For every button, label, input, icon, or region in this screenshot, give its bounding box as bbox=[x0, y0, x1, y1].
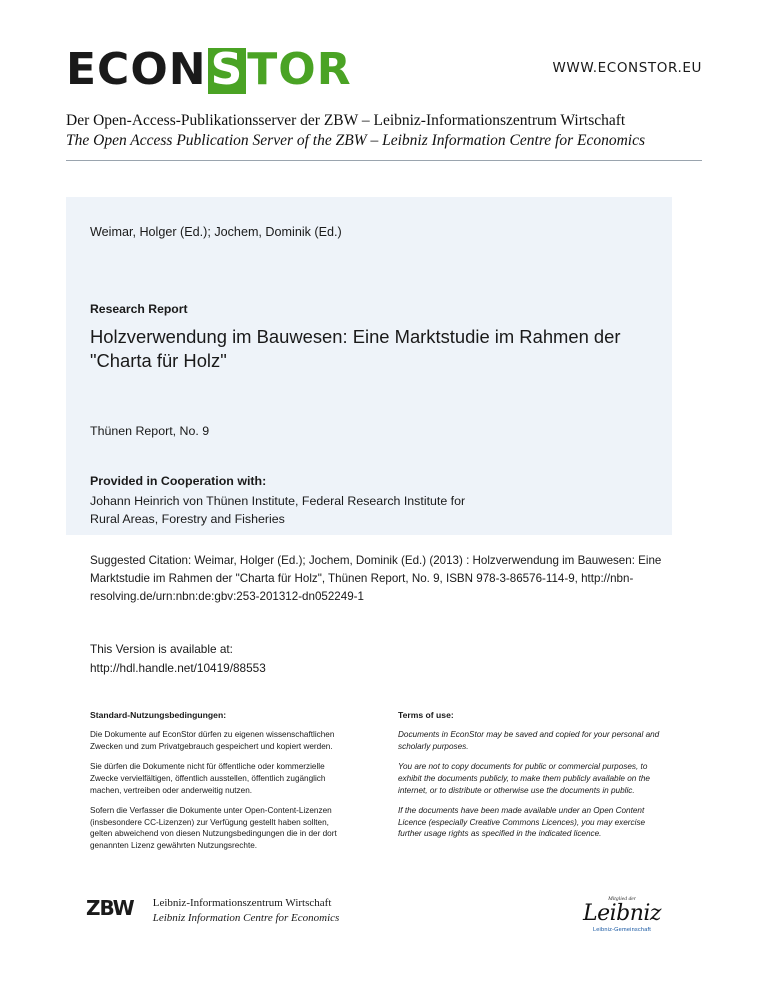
zbw-logo-block bbox=[86, 896, 339, 925]
terms-column-english bbox=[398, 710, 660, 861]
terms-paragraph-de-2: Sie dürfen die Dokumente nicht für öffentliche oder kommerzielle Zwecke vervielfältigen, öffentlich ausstellen, öffentlich zugänglich machen, vertreiben oder anderweitig nutzen. bbox=[90, 762, 326, 795]
version-block bbox=[90, 640, 650, 678]
logo-row bbox=[66, 44, 702, 95]
terms-of-use-section bbox=[90, 710, 660, 861]
econstor-logo bbox=[66, 44, 352, 95]
tagline-english: The Open Access Publication Server of the ZBW – Leibniz Information Centre for Economics bbox=[66, 132, 646, 149]
publication-title: Holzverwendung im Bauwesen: Eine Marktstudie im Rahmen der "Charta für Holz" bbox=[90, 325, 621, 371]
provided-institution bbox=[90, 493, 642, 529]
header-divider bbox=[66, 160, 702, 161]
zbw-name bbox=[153, 896, 340, 925]
provided-institution-line-1: Johann Heinrich von Thünen Institute, Federal Research Institute for bbox=[90, 494, 466, 509]
logo-stor-text: TOR bbox=[247, 44, 352, 95]
terms-paragraph-de-1: Die Dokumente auf EconStor dürfen zu eigenen wissenschaftlichen Zwecken und zum Privatgebrauch gespeichert und kopiert werden. bbox=[90, 730, 335, 751]
handle-link[interactable]: http://hdl.handle.net/10419/88553 bbox=[90, 660, 266, 675]
logo-econ-text: ECON bbox=[66, 44, 207, 95]
zbw-wordmark: ZBW bbox=[86, 896, 134, 920]
terms-paragraph-de-3: Sofern die Verfasser die Dokumente unter Open-Content-Lizenzen (insbesondere CC-Lizenzen) zur Verfügung gestellt haben sollten, gelten abweichend von diesen Nutzungsbedingungen die in der dort genannten Lizenz gewährten Nutzungsrechte. bbox=[90, 806, 337, 851]
terms-column-german bbox=[90, 710, 352, 861]
terms-heading-german: Standard-Nutzungsbedingungen: bbox=[90, 710, 227, 720]
zbw-name-english: Leibniz Information Centre for Economics bbox=[152, 911, 340, 924]
leibniz-script-wordmark: Leibniz bbox=[582, 901, 662, 926]
leibniz-member-label: Mitglied der bbox=[608, 896, 636, 902]
zbw-name-german: Leibniz-Informationszentrum Wirtschaft bbox=[152, 897, 332, 909]
version-label: This Version is available at: bbox=[90, 642, 233, 656]
econstor-url[interactable]: WWW.ECONSTOR.EU bbox=[552, 60, 702, 76]
terms-paragraph-en-3: If the documents have been made available under an Open Content Licence (especially Creative Commons Licences), you may exercise further usage rights as specified in the indicated licence. bbox=[398, 806, 646, 839]
suggested-citation: Suggested Citation: Weimar, Holger (Ed.); Jochem, Dominik (Ed.) (2013) : Holzverwendung im Bauwesen: Eine Marktstudie im Rahmen der "Charta für Holz", Thünen Report, No. 9, ISBN 978-3-86576-114-9, http://nbn-resolving.de/urn:nbn:de:gbv:253-201312-dn052249-1 bbox=[90, 554, 662, 603]
leibniz-association-logo bbox=[562, 896, 682, 933]
leibniz-association-label: Leibniz-Gemeinschaft bbox=[592, 927, 652, 933]
logo-s-badge: S bbox=[208, 48, 247, 94]
terms-paragraph-en-2: You are not to copy documents for public or commercial purposes, to exhibit the documents publicly, to make them publicly available on the internet, or to distribute or otherwise use the documents in public. bbox=[398, 762, 650, 795]
terms-heading-english: Terms of use: bbox=[398, 710, 454, 720]
tagline-german: Der Open-Access-Publikationsserver der ZBW – Leibniz-Informationszentrum Wirtschaft bbox=[66, 112, 626, 129]
document-type-label: Research Report bbox=[90, 301, 188, 316]
series-line: Thünen Report, No. 9 bbox=[90, 424, 210, 439]
provided-in-cooperation-label: Provided in Cooperation with: bbox=[90, 474, 267, 489]
provided-institution-line-2: Rural Areas, Forestry and Fisheries bbox=[90, 512, 285, 527]
econstor-header bbox=[66, 44, 702, 161]
terms-paragraph-en-1: Documents in EconStor may be saved and copied for your personal and scholarly purposes. bbox=[398, 730, 660, 751]
authors-line: Weimar, Holger (Ed.); Jochem, Dominik (Ed.) bbox=[90, 225, 342, 239]
page-footer bbox=[86, 896, 682, 933]
metadata-panel bbox=[66, 197, 672, 535]
